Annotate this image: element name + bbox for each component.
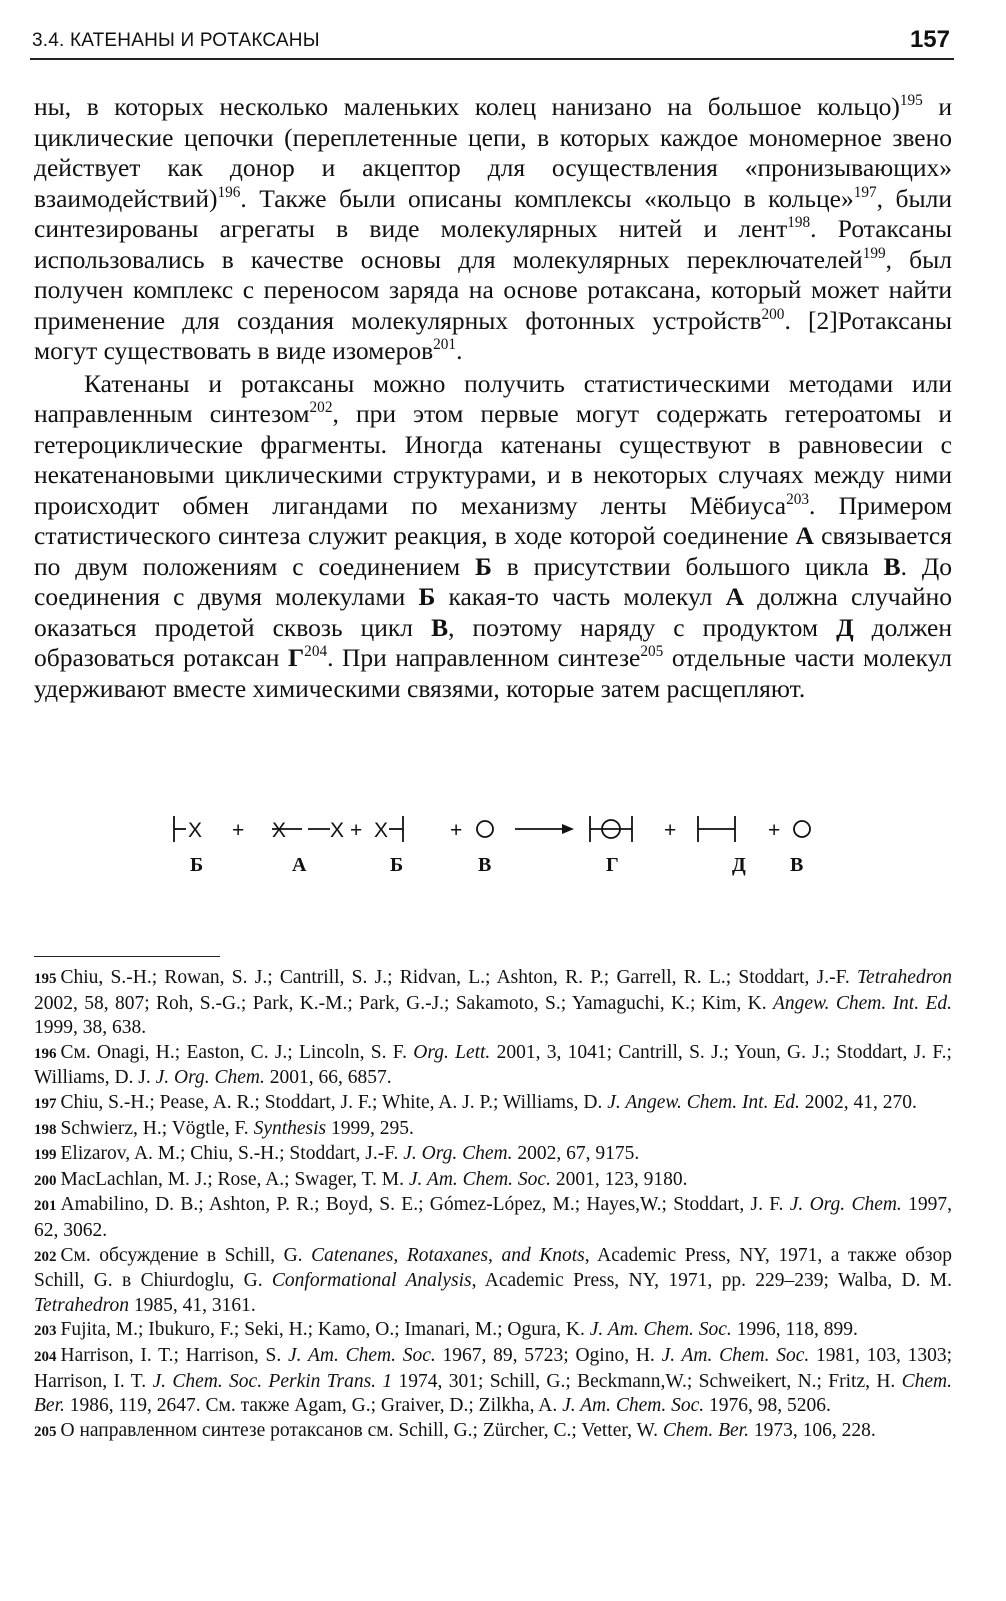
section-title: 3.4. КАТЕНАНЫ И РОТАКСАНЫ	[32, 30, 320, 51]
footnote-197: 197 Chiu, S.-H.; Pease, A. R.; Stoddart, J. F.; White, A. J. P.; Williams, D. J. Angew. Chem. Int. Ed. 2002, 41, 270.	[34, 1091, 917, 1113]
scheme-x-2: X	[272, 819, 287, 842]
footnote-196: 196 См. Onagi, H.; Easton, C. J.; Lincoln, S. F. Org. Lett. 2001, 3, 1041; Cantrill, S. J.; Youn, G. J.; Stoddart, J. F.; Williams, D. J. J. Org. Chem. 2001, 66, 6857.	[34, 1041, 952, 1089]
footnote-203: 203 Fujita, M.; Ibukuro, F.; Seki, H.; Kamo, O.; Imanari, M.; Ogura, K. J. Am. Chem. Soc. 1996, 118, 899.	[34, 1319, 858, 1341]
footnote-199: 199 Elizarov, A. M.; Chiu, S.-H.; Stoddart, J.-F. J. Org. Chem. 2002, 67, 9175.	[34, 1143, 640, 1165]
reaction-equation	[160, 808, 820, 852]
footnote-201: 201 Amabilino, D. B.; Ashton, P. R.; Boyd, S. E.; Gómez-López, M.; Hayes,W.; Stoddart, J. F. J. Org. Chem. 1997, 62, 3062.	[34, 1194, 952, 1241]
scheme-plus-4: +	[664, 819, 677, 842]
scheme-plus-5: +	[768, 819, 781, 842]
page-number: 157	[909, 26, 950, 53]
footnote-195: 195 Chiu, S.-H.; Rowan, S. J.; Cantrill, S. J.; Ridvan, L.; Ashton, R. P.; Garrell, R. L.; Stoddart, J.-F. Tetrahedron 2002, 58, 807; Roh, S.-G.; Park, K.-M.; Park, G.-J.; Sakamoto, S.; Yamaguchi, K.; Kim, K. Angew. Chem. Int. Ed. 1999, 38, 638.	[34, 967, 953, 1039]
scheme-x-1: X	[188, 819, 203, 842]
running-header	[30, 26, 954, 60]
compound-labels	[160, 854, 820, 880]
scheme-plus-3: +	[450, 819, 463, 842]
paragraph-2: Катенаны и ротаксаны можно получить статистическими методами или направленным синтезом$^{202}$, при этом первые могут содержать гетероатомы и гетероциклические фрагменты. Иногда катенаны существуют в равновесии с некатенановыми циклическими структурами, и в некоторых случаях между ними происходит обмен лигандами по механизму ленты Мёбиуса$^{203}$. Примером статистического синтеза служит реакция, в ходе которой соединение А связывается по двум положениям с соединением Б в присутствии большого цикла В. До соединения с двумя молекулами Б какая-то часть молекул А должна случайно оказаться продетой сквозь цикл В, поэтому наряду с продуктом Д должен образоваться ротаксан $Г^{204}$. При направленном синтезе$^{205}$ отдельные части молекул удерживают вместе химическими связями, которые затем расщепляют.	[34, 368, 953, 703]
footnote-divider	[34, 956, 220, 957]
main-text	[34, 92, 952, 704]
footnote-202: 202 См. обсуждение в Schill, G. Catenanes, Rotaxanes, and Knots, Academic Press, NY, 1971, а также обзор Schill, G. в Chiurdoglu, G. Conformational Analysis, Academic Press, NY, 1971, pp. 229–239; Walba, D. M. Tetrahedron 1985, 41, 3161.	[34, 1244, 953, 1316]
label-b-2: Б	[390, 854, 404, 876]
label-v-2: В	[790, 854, 804, 876]
reaction-scheme	[160, 808, 820, 880]
footnote-204: 204 Harrison, I. T.; Harrison, S. J. Am. Chem. Soc. 1967, 89, 5723; Ogino, H. J. Am. Chem. Soc. 1981, 103, 1303; Harrison, I. T. J. Chem. Soc. Perkin Trans. 1 1974, 301; Schill, G.; Beckmann,W.; Schweikert, N.; Fritz, H. Chem. Ber. 1986, 119, 2647. См. также Agam, G.; Graiver, D.; Zilkha, A. J. Am. Chem. Soc. 1976, 98, 5206.	[34, 1344, 952, 1417]
footnote-205: 205 О направленном синтезе ротаксанов см. Schill, G.; Zürcher, C.; Vetter, W. Chem. Ber. 1973, 106, 228.	[34, 1419, 876, 1441]
scheme-plus-2: +	[350, 819, 363, 842]
label-a: А	[292, 854, 307, 876]
paragraph-1: ны, в которых несколько маленьких колец нанизано на большое кольцо)$^{195}$ и циклические цепочки (переплетенные цепи, в которых каждое мономерное звено действует как донор и акцептор для осуществления «пронизывающих» взаимодействий)$^{196}$. Также были описаны комплексы «кольцо в кольце»$^{197}$, были синтезированы агрегаты в виде молекулярных нитей и лент$^{198}$. Ротаксаны использовались в качестве основы для молекулярных переключателей$^{199}$, был получен комплекс с переносом заряда на основе ротаксана, который может найти применение для создания молекулярных фотонных устройств$^{200}$. [2]Ротаксаны могут существовать в виде изомеров$^{201}$.	[34, 92, 953, 365]
footnote-198: 198 Schwierz, H.; Vögtle, F. Synthesis 1999, 295.	[34, 1117, 414, 1139]
label-v-1: В	[478, 854, 492, 876]
scheme-x-4: X	[374, 819, 389, 842]
scheme-x-3: X	[330, 819, 345, 842]
footnotes	[34, 966, 952, 1444]
footnote-200: 200 MacLachlan, M. J.; Rose, A.; Swager, T. M. J. Am. Chem. Soc. 2001, 123, 9180.	[34, 1168, 688, 1190]
label-g: Г	[606, 854, 619, 876]
label-b-1: Б	[190, 854, 204, 876]
scheme-plus-1: +	[232, 819, 245, 842]
label-d: Д	[732, 854, 746, 876]
